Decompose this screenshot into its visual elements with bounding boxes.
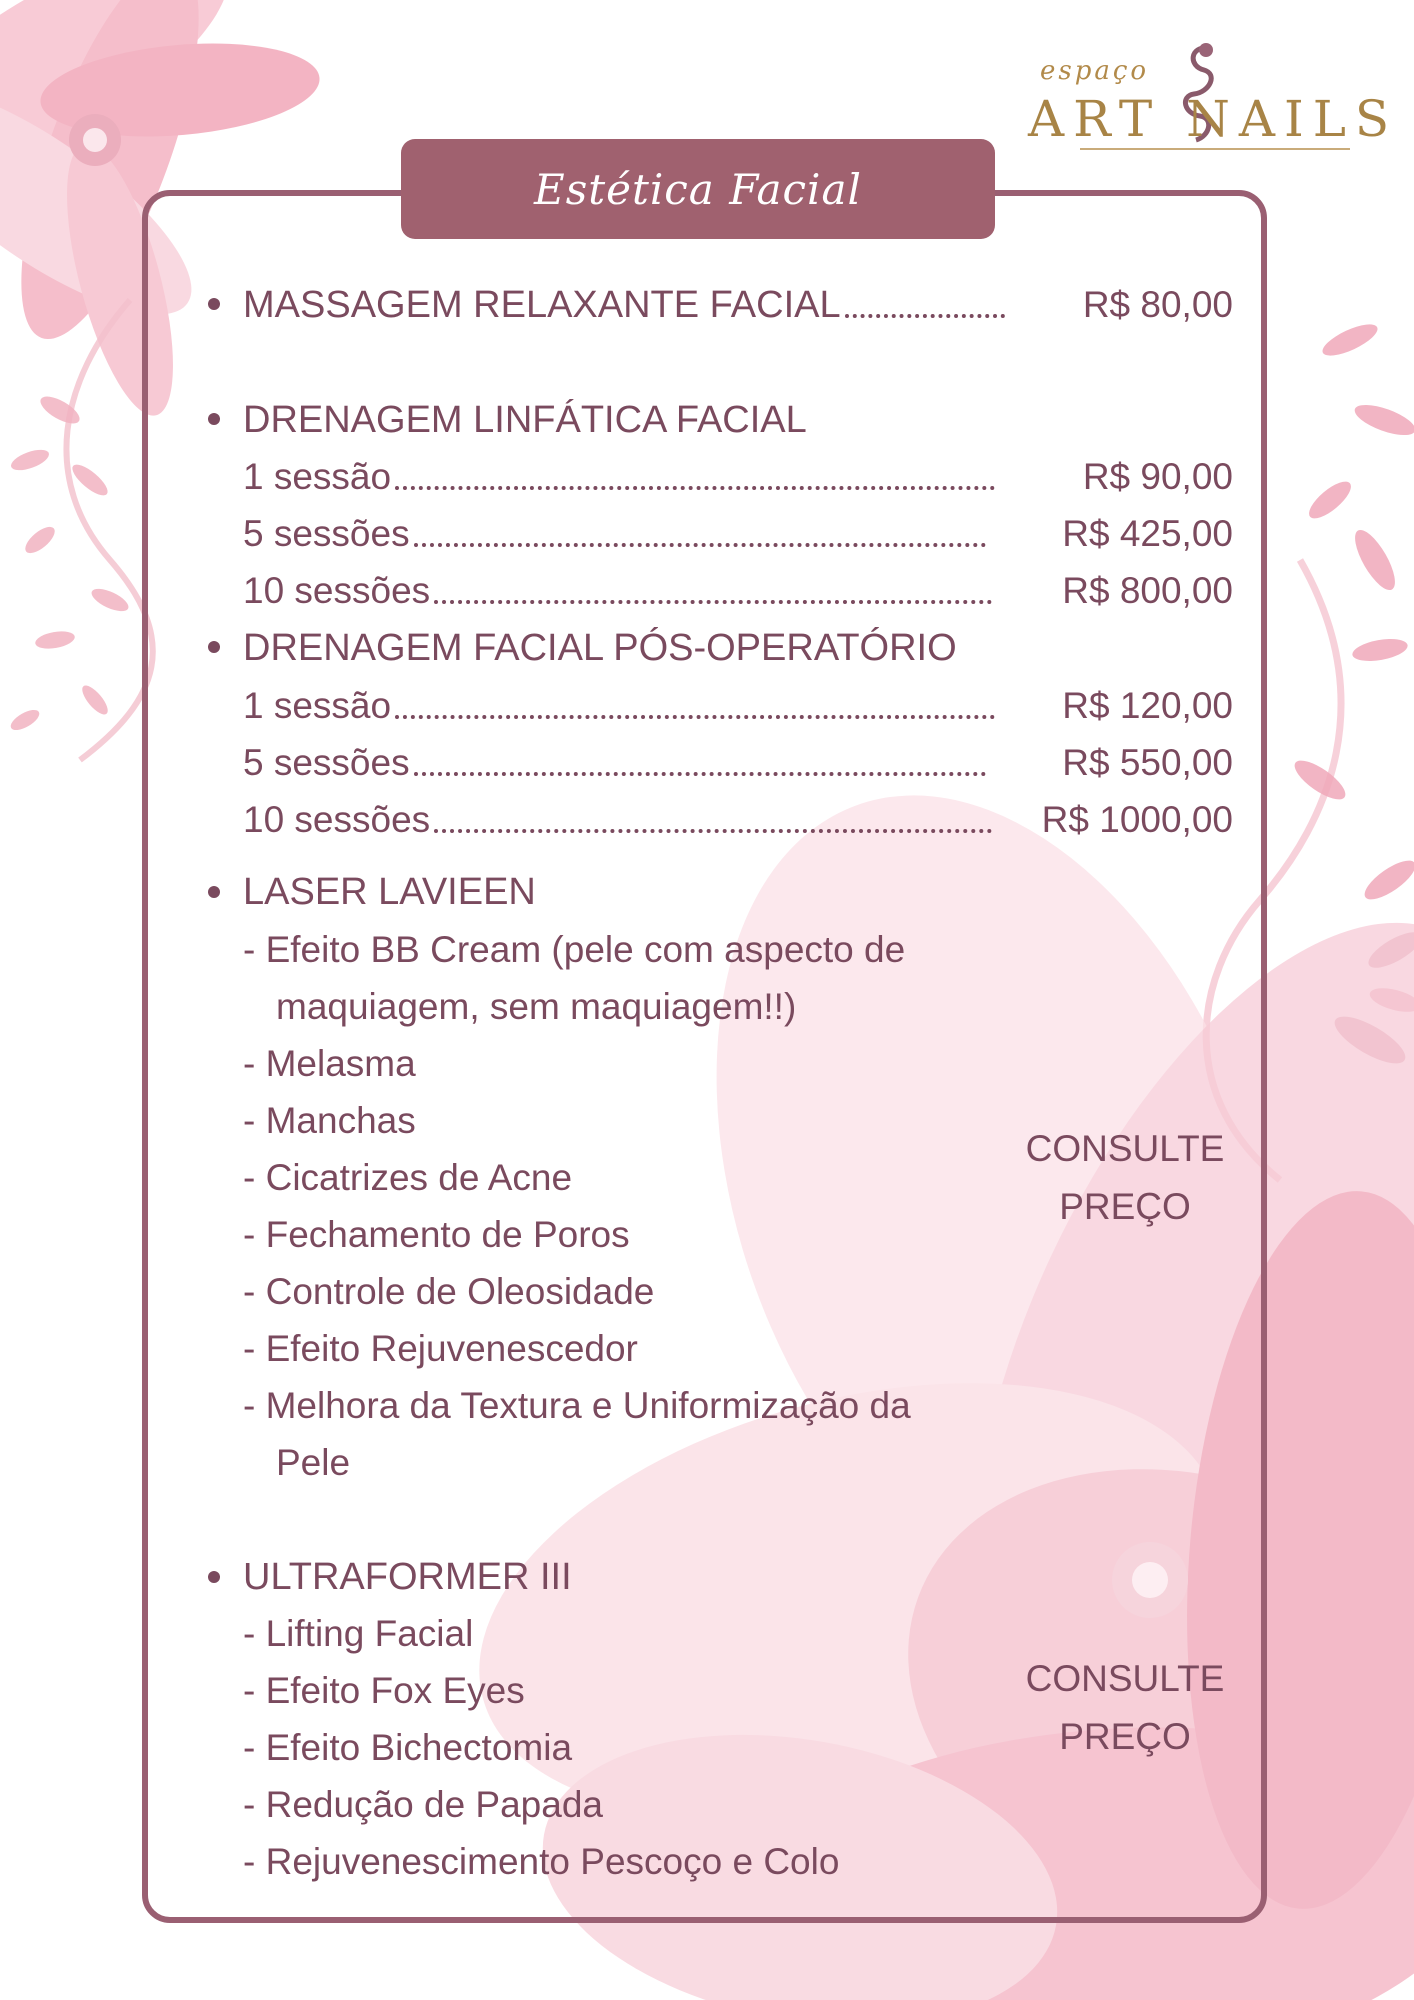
dot-leader — [395, 480, 995, 490]
drenagem-heading: DRENAGEM LINFÁTICA FACIAL — [243, 399, 807, 441]
drenagem-item-2: 5 sessões — [243, 509, 986, 559]
laser-item: - Efeito Rejuvenescedor — [243, 1328, 638, 1369]
laser-item: maquiagem, sem maquiagem!!) — [276, 986, 797, 1027]
laser-consult-price: CONSULTE PREÇO — [1025, 1128, 1225, 1227]
laser-item: Pele — [276, 1442, 351, 1483]
pos-operatorio-price-2: R$ 550,00 — [1062, 742, 1233, 783]
bullet-icon — [208, 298, 220, 310]
pos-operatorio-item-2: 5 sessões — [243, 738, 986, 788]
laser-item: - Melhora da Textura e Uniformização da — [243, 1385, 911, 1426]
drenagem-item-3: 10 sessões — [243, 566, 992, 616]
ultraformer-item: - Lifting Facial — [243, 1613, 474, 1654]
ultraformer-item: - Redução de Papada — [243, 1784, 603, 1825]
massagem-price: R$ 80,00 — [1082, 284, 1233, 325]
laser-item: - Controle de Oleosidade — [243, 1271, 655, 1312]
ultraformer-item: - Efeito Bichectomia — [243, 1727, 573, 1768]
pos-operatorio-item-1: 1 sessão — [243, 681, 995, 731]
massagem-heading: MASSAGEM RELAXANTE FACIAL — [243, 280, 1005, 330]
logo-script-text: espaço — [1040, 56, 1150, 86]
dot-leader — [434, 594, 992, 604]
logo-underline — [1080, 148, 1350, 150]
drenagem-price-2: R$ 425,00 — [1062, 513, 1233, 554]
pos-operatorio-price-1: R$ 120,00 — [1062, 685, 1233, 726]
bullet-icon — [208, 641, 220, 653]
pos-operatorio-price-3: R$ 1000,00 — [1041, 799, 1233, 840]
laser-item: - Fechamento de Poros — [243, 1214, 630, 1255]
drenagem-item-1: 1 sessão — [243, 452, 995, 502]
ultraformer-item: - Rejuvenescimento Pescoço e Colo — [243, 1841, 840, 1882]
brand-logo — [1020, 38, 1399, 158]
drenagem-price-1: R$ 90,00 — [1082, 456, 1233, 497]
dot-leader — [845, 308, 1005, 318]
ultraformer-heading: ULTRAFORMER III — [243, 1556, 572, 1598]
ultraformer-consult-price: CONSULTE PREÇO — [1025, 1658, 1225, 1757]
dot-leader — [395, 709, 995, 719]
logo-brand-text: ART NAILS — [1028, 90, 1399, 148]
laser-item: - Manchas — [243, 1100, 416, 1141]
bullet-icon — [208, 1571, 220, 1583]
drenagem-price-3: R$ 800,00 — [1062, 570, 1233, 611]
ultraformer-item: - Efeito Fox Eyes — [243, 1670, 525, 1711]
dot-leader — [414, 537, 986, 547]
laser-item: - Cicatrizes de Acne — [243, 1157, 573, 1198]
laser-item: - Efeito BB Cream (pele com aspecto de — [243, 929, 906, 970]
pos-operatorio-heading: DRENAGEM FACIAL PÓS-OPERATÓRIO — [243, 627, 957, 669]
bullet-icon — [208, 413, 220, 425]
laser-item: - Melasma — [243, 1043, 416, 1084]
bullet-icon — [208, 886, 220, 898]
pos-operatorio-item-3: 10 sessões — [243, 795, 992, 845]
dot-leader — [414, 766, 986, 776]
page-title: Estética Facial — [534, 164, 862, 214]
dot-leader — [434, 823, 992, 833]
laser-heading: LASER LAVIEEN — [243, 871, 536, 913]
